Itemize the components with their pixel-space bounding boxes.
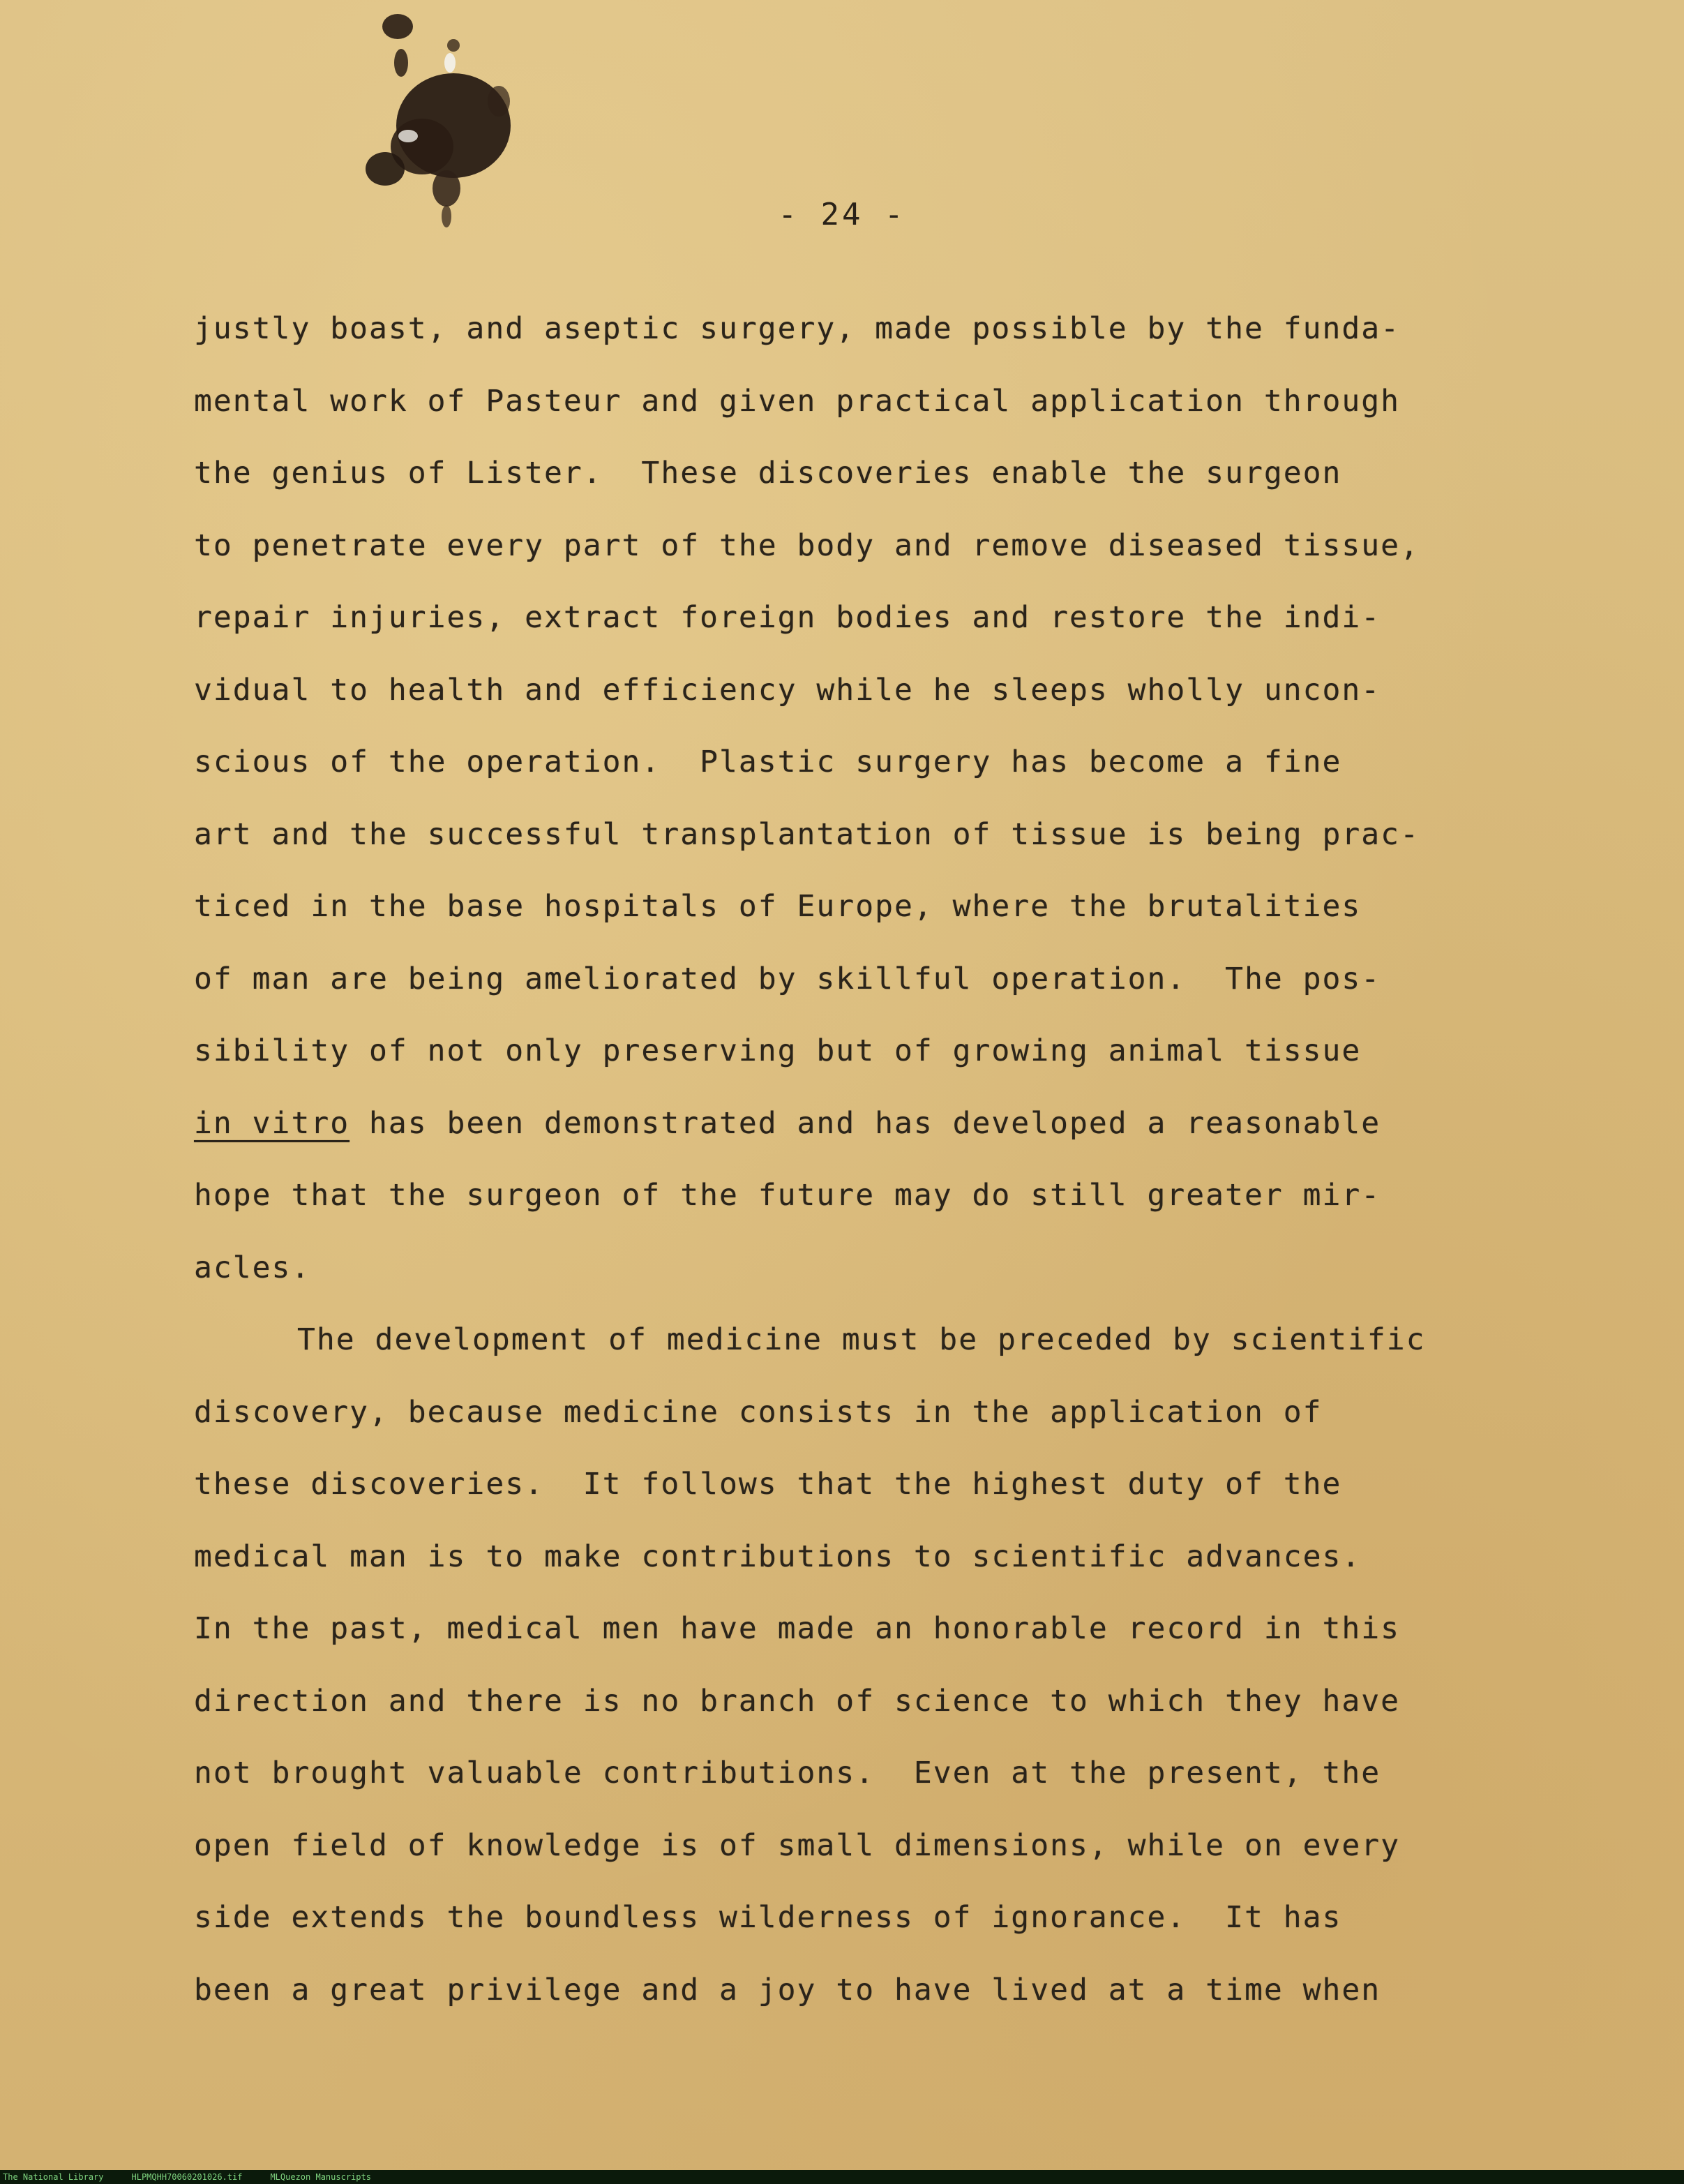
text-line: acles. [194,1250,311,1285]
footer-library: The National Library [3,2172,104,2182]
text-line: ticed in the base hospitals of Europe, where the brutalities [194,889,1362,924]
typed-body-text [194,293,1561,2026]
text-line: mental work of Pasteur and given practical application through [194,383,1401,419]
text-line: been a great privilege and a joy to have lived at a time when [194,1972,1381,2007]
text-line-in-vitro [194,1088,1561,1160]
text-line: medical man is to make contributions to scientific advances. [194,1539,1362,1574]
underlined-in-vitro: in vitro [194,1105,350,1141]
footer-collection: MLQuezon Manuscripts [270,2172,371,2182]
archive-footer-strip [0,2170,1684,2184]
text-line: to penetrate every part of the body and remove diseased tissue, [194,528,1420,563]
text-line: side extends the boundless wilderness of ignorance. It has [194,1900,1342,1935]
text-line: discovery, because medicine consists in the application of [194,1394,1323,1430]
text-line: of man are being ameliorated by skillful operation. The pos- [194,961,1381,996]
text-line: art and the successful transplantation of tissue is being prac- [194,816,1420,852]
text-line: open field of knowledge is of small dimensions, while on every [194,1827,1401,1863]
text-line: In the past, medical men have made an honorable record in this [194,1611,1401,1646]
text-line: these discoveries. It follows that the highest duty of the [194,1467,1342,1502]
footer-file: HLPMQHH70060201026.tif [131,2172,243,2182]
paragraph-first-line: The development of medicine must be preceded by scientific [297,1322,1426,1357]
text-line: justly boast, and aseptic surgery, made possible by the funda- [194,311,1401,346]
text-line: sibility of not only preserving but of growing animal tissue [194,1033,1362,1068]
page-number: - 24 - [778,197,906,232]
text-line: scious of the operation. Plastic surgery has become a fine [194,745,1342,779]
text-line: repair injuries, extract foreign bodies and restore the indi- [194,600,1381,635]
text-line: the genius of Lister. These discoveries enable the surgeon [194,456,1342,491]
in-vitro-line-rest: has been demonstrated and has developed a reasonable [349,1105,1381,1141]
text-line: vidual to health and efficiency while he sleeps wholly uncon- [194,672,1381,708]
text-line: direction and there is no branch of science to which they have [194,1683,1401,1719]
text-line: not brought valuable contributions. Even at the present, the [194,1756,1381,1790]
text-line: hope that the surgeon of the future may do still greater mir- [194,1178,1381,1213]
